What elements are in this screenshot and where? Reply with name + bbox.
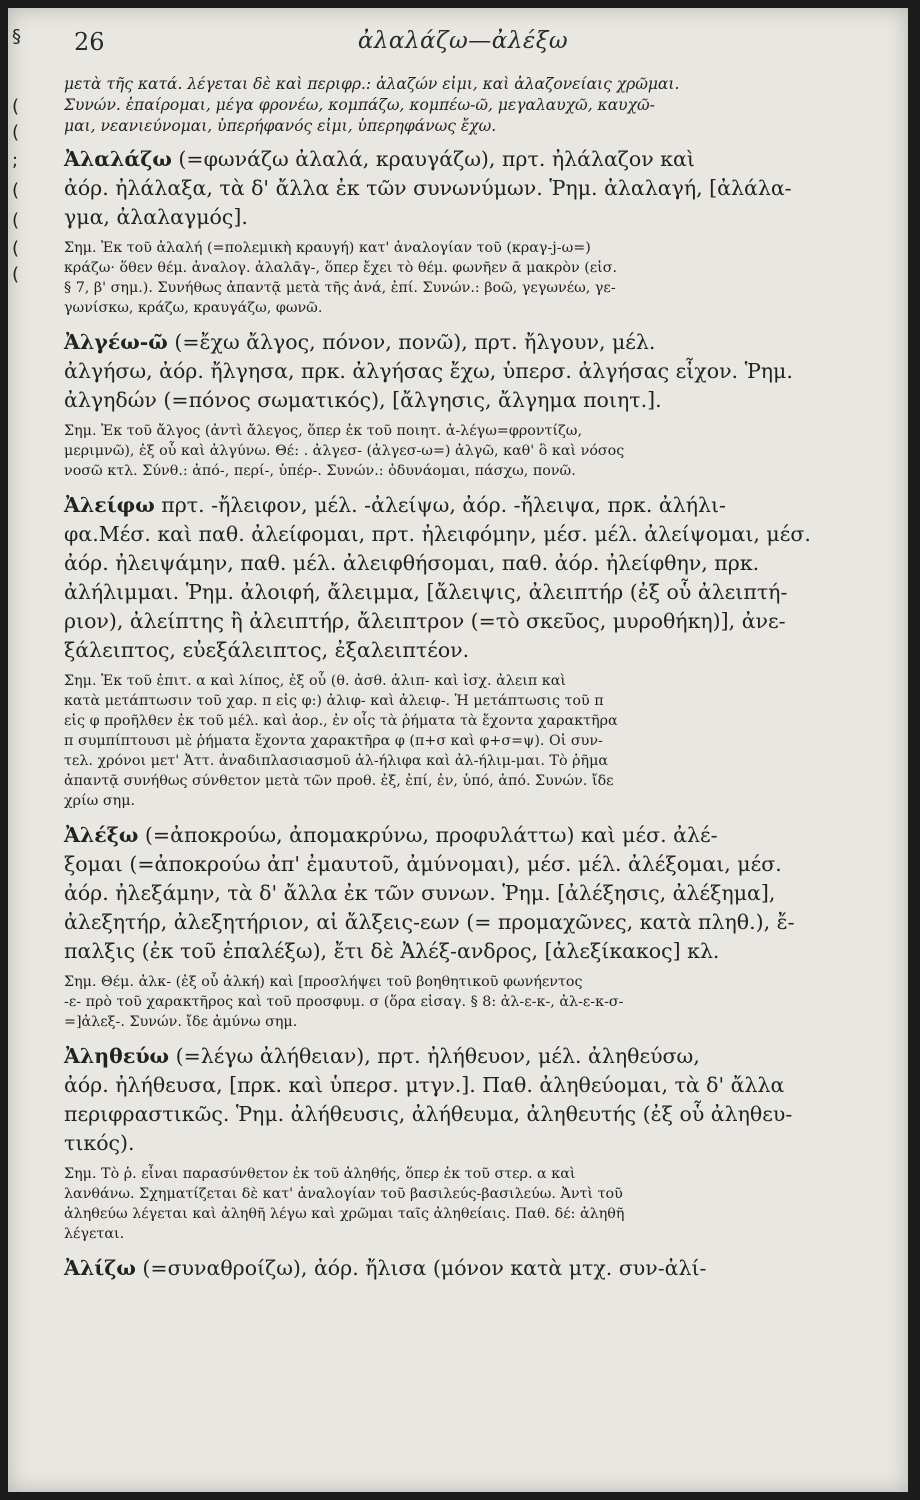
entry-body [64,821,886,966]
continuation-paragraph [64,74,886,137]
note-line: λανθάνω. Σχηματίζεται δὲ κατ' ἀναλογίαν τοῦ βασιλεύς-βασιλεύω. Ἀντὶ τοῦ [64,1186,623,1202]
text-line: ἀλγηδών (=πόνος σωματικός), [ἄλγησις, ἄλγημα ποιητ.]. [64,388,662,412]
entry-headword: Ἀλείφω [64,493,155,517]
note-line: Σημ. Ἐκ τοῦ ἄλγος (ἀντὶ ἄλεγος, ὅπερ ἐκ τοῦ ποιητ. ἀ-λέγω=φροντίζω, [64,423,583,439]
note-line: χρίω σημ. [64,793,136,809]
text-line: Ἀλείφω πρτ. -ἤλειφον, μέλ. -ἀλείψω, ἀόρ. -ἤλειψα, πρκ. ἀλήλι- [64,493,726,517]
entry-body [64,1042,886,1158]
margin-mark: ( [12,180,20,201]
text-line: Ἀλέξω (=ἀποκρούω, ἀπομακρύνω, προφυλάττω) καὶ μέσ. ἀλέ- [64,823,718,847]
note-line: μεριμνῶ), ἐξ οὗ καὶ ἀλγύνω. Θέ: . ἀλγεσ- (ἀλγεσ-ω=) ἀλγῶ, καθ' ὃ καὶ νόσος [64,443,625,459]
margin-mark: ( [12,264,20,285]
entry-headword: Ἀλίζω [64,1256,136,1280]
entry-body [64,1254,886,1283]
text-line: ἀόρ. ἠλειψάμην, παθ. μέλ. ἀλειφθήσομαι, παθ. ἀόρ. ἠλείφθην, πρκ. [64,551,760,575]
text-line: Ἀλαλάζω (=φωνάζω ἀλαλά, κραυγάζω), πρτ. ἠλάλαζον καὶ [64,147,695,171]
text-line: Συνών. ἐπαίρομαι, μέγα φρονέω, κομπάζω, κομπέω-ῶ, μεγαλαυχῶ, καυχῶ- [64,96,655,114]
dictionary-entry [64,821,886,1032]
text-line: ξομαι (=ἀποκρούω ἀπ' ἐμαυτοῦ, ἀμύνομαι), μέσ. μέλ. ἀλέξομαι, μέσ. [64,852,782,876]
margin-mark: ; [12,150,19,171]
note-line: -ε- πρὸ τοῦ χαρακτῆρος καὶ τοῦ προσφυμ. σ (ὅρα εἰσαγ. § 8: ἀλ-ε-κ-, ἀλ-ε-κ-σ- [64,994,624,1010]
entry-body [64,145,886,232]
margin-mark: ( [12,238,20,259]
note-line: ἀπαντᾷ συνήθως σύνθετον μετὰ τῶν προθ. ἐξ, ἐπί, ἐν, ὑπό, ἀπό. Συνών. ἴδε [64,773,614,789]
note-line: Σημ. Τὸ ῥ. εἶναι παρασύνθετον ἐκ τοῦ ἀληθής, ὅπερ ἐκ τοῦ στερ. α καὶ [64,1166,576,1182]
note-line: νοσῶ κτλ. Σύνθ.: ἀπό-, περί-, ὑπέρ-. Συνών.: ὀδυνάομαι, πάσχω, πονῶ. [64,463,576,479]
note-line: γωνίσκω, κράζω, κραυγάζω, φωνῶ. [64,300,323,316]
text-line: ξάλειπτος, εὐεξάλειπτος, ἐξαλειπτέον. [64,638,470,662]
running-head: ἀλαλάζω—ἀλέξω [357,28,569,54]
text-line: περιφραστικῶς. Ῥημ. ἀλήθευσις, ἀλήθευμα, ἀληθευτής (ἐξ οὗ ἀληθευ- [64,1102,793,1126]
entry-body [64,328,886,415]
text-line: μαι, νεανιεύνομαι, ὑπερήφανός εἰμι, ὑπερηφάνως ἔχω. [64,117,497,135]
note-line: εἰς φ προῆλθεν ἐκ τοῦ μέλ. καὶ ἀορ., ἐν οἷς τὰ ῥήματα τὰ ἔχοντα χαρακτῆρα [64,713,618,729]
note-line: Σημ. Ἐκ τοῦ ἐπιτ. α καὶ λίπος, ἐξ οὗ (θ. ἀσθ. ἀλιπ- καὶ ἰσχ. ἀλειπ καὶ [64,673,566,689]
text-line: παλξις (ἐκ τοῦ ἐπαλέξω), ἔτι δὲ Ἀλέξ-ανδρος, [ἀλεξίκακος] κλ. [64,939,720,963]
note-line: κράζω· ὅθεν θέμ. ἀναλογ. ἀλαλᾱγ-, ὅπερ ἔχει τὸ θέμ. φωνῆεν ᾱ μακρὸν (εἰσ. [64,260,618,276]
text-line: ἀλγήσω, ἀόρ. ἤλγησα, πρκ. ἀλγήσας ἔχω, ὑπερσ. ἀλγήσας εἶχον. Ῥημ. [64,359,793,383]
margin-mark: ( [12,210,20,231]
text-line: Ἀληθεύω (=λέγω ἀλήθειαν), πρτ. ἠλήθευον, μέλ. ἀληθεύσω, [64,1044,700,1068]
entry-note [64,972,886,1032]
text-line: ἀλήλιμμαι. Ῥημ. ἀλοιφή, ἄλειμμα, [ἄλειψις, ἀλειπτήρ (ἐξ οὗ ἀλειπτή- [64,580,788,604]
margin-mark: ( [12,96,20,117]
entry-note [64,1164,886,1244]
note-line: τελ. χρόνοι μετ' Ἀττ. ἀναδιπλασιασμοῦ ἀλ-ήλιφα καὶ ἀλ-ήλιμ-μαι. Τὸ ῥῆμα [64,753,609,769]
note-line: π συμπίπτουσι μὲ ῥήματα ἔχοντα χαρακτῆρα φ (π+σ καὶ φ+σ=ψ). Οἱ συν- [64,733,603,749]
entry-headword: Ἀλέξω [64,823,139,847]
note-line: Σημ. Ἐκ τοῦ ἀλαλή (=πολεμικὴ κραυγή) κατ' ἀναλογίαν τοῦ (κραγ-j-ω=) [64,240,591,256]
margin-mark: ( [12,122,20,143]
page-header [48,28,878,62]
dictionary-entry [64,145,886,318]
text-line: ἀόρ. ἠλάλαξα, τὰ δ' ἄλλα ἐκ τῶν συνωνύμων. Ῥημ. ἀλαλαγή, [ἀλάλα- [64,176,792,200]
entry-body [64,491,886,665]
text-line: γμα, ἀλαλαγμός]. [64,205,248,229]
text-line: ἀόρ. ἠλήθευσα, [πρκ. καὶ ὑπερσ. μτγν.]. Παθ. ἀληθεύομαι, τὰ δ' ἄλλα [64,1073,785,1097]
entry-note [64,421,886,481]
entry-note [64,671,886,811]
dictionary-entry [64,1042,886,1244]
dictionary-text [64,74,886,1293]
note-line: § 7, β' σημ.). Συνήθως ἀπαντᾷ μετὰ τῆς ἀνά, ἐπί. Συνών.: βοῶ, γεγωνέω, γε- [64,280,616,296]
text-line: ριον), ἀλείπτης ἢ ἀλειπτήρ, ἄλειπτρον (=τὸ σκεῦος, μυροθήκη)], ἀνε- [64,609,786,633]
note-line: ἀληθεύω λέγεται καὶ ἀληθῆ λέγω καὶ χρῶμαι ταῖς ἀληθείαις. Παθ. δέ: ἀληθῆ [64,1206,625,1222]
book-page [8,8,908,1492]
text-line: μετὰ τῆς κατά. λέγεται δὲ καὶ περιφρ.: ἀλαζών εἰμι, καὶ ἀλαζονείαις χρῶμαι. [64,75,680,93]
dictionary-entry [64,328,886,481]
note-line: Σημ. Θέμ. ἀλκ- (ἐξ οὗ ἀλκή) καὶ [προσλήψει τοῦ βοηθητικοῦ φωνήεντος [64,974,583,990]
text-line: ἀλεξητήρ, ἀλεξητήριον, αἱ ἄλξεις-εων (= προμαχῶνες, κατὰ πληθ.), ἔ- [64,910,795,934]
text-line: ἀόρ. ἠλεξάμην, τὰ δ' ἄλλα ἐκ τῶν συνων. Ῥημ. [ἀλέξησις, ἀλέξημα], [64,881,776,905]
entry-note [64,238,886,318]
text-line: Ἀλίζω (=συναθροίζω), ἀόρ. ἤλισα (μόνον κατὰ μτχ. συν-ἀλί- [64,1256,707,1280]
note-line: κατὰ μετάπτωσιν τοῦ χαρ. π εἰς φ:) ἀλιφ- καὶ ἀλειφ-. Ἡ μετάπτωσις τοῦ π [64,693,604,709]
entry-headword: Ἀλαλάζω [64,147,172,171]
dictionary-entry [64,1254,886,1283]
entry-headword: Ἀλγέω-ῶ [64,330,168,354]
text-line: τικός). [64,1131,135,1155]
note-line: λέγεται. [64,1226,125,1242]
margin-mark: § [12,26,21,47]
margin-annotations [8,26,36,326]
page-number: 26 [74,28,105,56]
text-line: φα.Μέσ. καὶ παθ. ἀλείφομαι, πρτ. ἠλειφόμην, μέσ. μέλ. ἀλείψομαι, μέσ. [64,522,811,546]
note-line: =]ἀλεξ-. Συνών. ἴδε ἀμύνω σημ. [64,1014,298,1030]
text-line: Ἀλγέω-ῶ (=ἔχω ἄλγος, πόνον, πονῶ), πρτ. ἤλγουν, μέλ. [64,330,656,354]
dictionary-entry [64,491,886,811]
entry-headword: Ἀληθεύω [64,1044,170,1068]
